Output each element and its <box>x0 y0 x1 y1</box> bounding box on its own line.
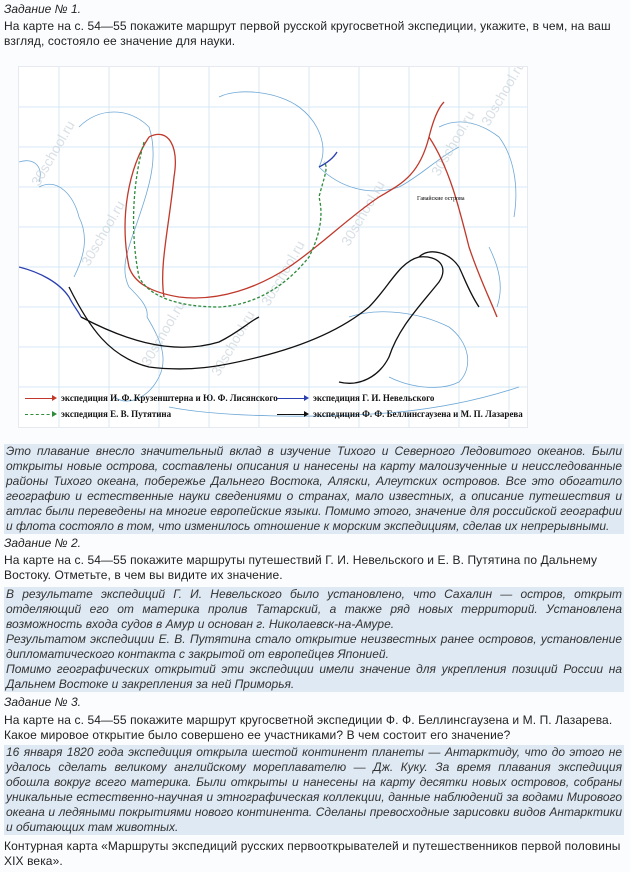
route-kruzenshtern <box>125 102 497 317</box>
legend-item-nevelskoy: экспедиция Г. И. Невельского <box>277 393 434 403</box>
task2-title: Задание № 2. <box>4 536 81 550</box>
legend-swatch <box>25 414 55 415</box>
map-legend <box>19 389 527 425</box>
task3-question: На карте на с. 54—55 покажите маршрут кругосветной экспедиции Ф. Ф. Беллинсгаузена и М. П. Лазарева. Какое мировое открытие было совершено ее участниками? В чем состоит его значение? <box>4 713 613 742</box>
task2-answer-p2: Результатом экспедиции Е. В. Путятина стало открытие неизвестных ранее островов, установление дипломатического контакта с закрытой от европейцев Японией. <box>6 632 622 661</box>
task2-question: На карте на с. 54—55 покажите маршруты путешествий Г. И. Невельского и Е. В. Путятина по Дальнему Востоку. Отметьте, в чем вы видите их значение. <box>4 553 598 582</box>
legend-swatch <box>25 398 55 399</box>
watermark: 30school.ru <box>257 237 308 309</box>
task3-title: Задание № 3. <box>4 695 81 709</box>
route-nevelskoy <box>19 152 337 317</box>
task3-answer: 16 января 1820 года экспедиция открыла шестой континент планеты — Антарктиду, что до этого не удалось сделать великому английскому мореплавателю — Дж. Куку. За время плавания экспедиция обошла вокруг всего материка. Были открыты и нанесены на карту десятки новых островов, собраны уникальные естественно-научная и этнографическая коллекции, данные наблюдений за водами Мирового океана и ледяными покрытиями нового континента. Сделаны превосходные зарисовки видов Антарктики и обитающих там животных. <box>6 745 622 834</box>
watermark: 30school.ru <box>427 107 478 179</box>
task1-title: Задание № 1. <box>4 2 81 16</box>
watermark: 30school.ru <box>477 67 527 129</box>
task1-answer: Это плавание внесло значительный вклад в изучение Тихого и Северного Ледовитого океанов. Были открыты новые острова, составлены описания и нанесены на карту малоизученные и неисследованные районы Тихого океана, побережье Дальнего Востока, Аляски, Алеутских островов. Все это обогатило географию и естественные науки сведениями о странах, мало известных, а описание путешествия и атлас были переведены на многие европейские языки. Помимо этого, значение для российской географии и флота состояло в том, что изменилось отношение к морским экспедициям, сделав их непрерывными. <box>6 444 622 533</box>
watermark: 30school.ru <box>137 297 188 369</box>
legend-item-putyatin: экспедиция Е. В. Путятина <box>25 409 171 419</box>
task3-footer: Контурная карта «Маршруты экспедиций русских первооткрывателей и путешественников первой половины XIX века». <box>4 839 621 868</box>
legend-swatch <box>277 414 307 415</box>
task2-answer-p3: Помимо географических открытий эти экспедиции имели значение для укрепления позиций России на Дальнем Востоке и закрепления за ней Приморья. <box>6 662 622 691</box>
watermark: 30school.ru <box>207 307 258 379</box>
task1-question: На карте на с. 54—55 покажите маршрут первой русской кругосветной экспедиции, укажите, в чем, на ваш взгляд, состояло ее значение для науки. <box>4 19 611 48</box>
watermark: 30school.ru <box>77 197 128 269</box>
watermark: 30school.ru <box>27 117 78 189</box>
watermarks <box>28 67 527 378</box>
legend-item-kruzenshtern: экспедиция И. Ф. Крузенштерна и Ю. Ф. Лисянского <box>25 393 278 403</box>
legend-item-bellingshausen: экспедиция Ф. Ф. Беллинсгаузена и М. П. Лазарева <box>277 409 523 419</box>
route-map <box>18 66 528 428</box>
hawaii-label: Гавайские острова <box>417 196 465 202</box>
task2-answer <box>4 587 624 692</box>
watermark: 30school.ru <box>337 177 388 249</box>
legend-swatch <box>277 398 307 399</box>
map-drawing <box>19 67 527 427</box>
task2-answer-p1: В результате экспедиций Г. И. Невельского было установлено, что Сахалин — остров, открыт отделяющий его от материка пролив Татарский, а также ряд новых территорий. Установлена возможность входа судов в Амур и основан г. Николаевск-на-Амуре. <box>6 587 622 631</box>
